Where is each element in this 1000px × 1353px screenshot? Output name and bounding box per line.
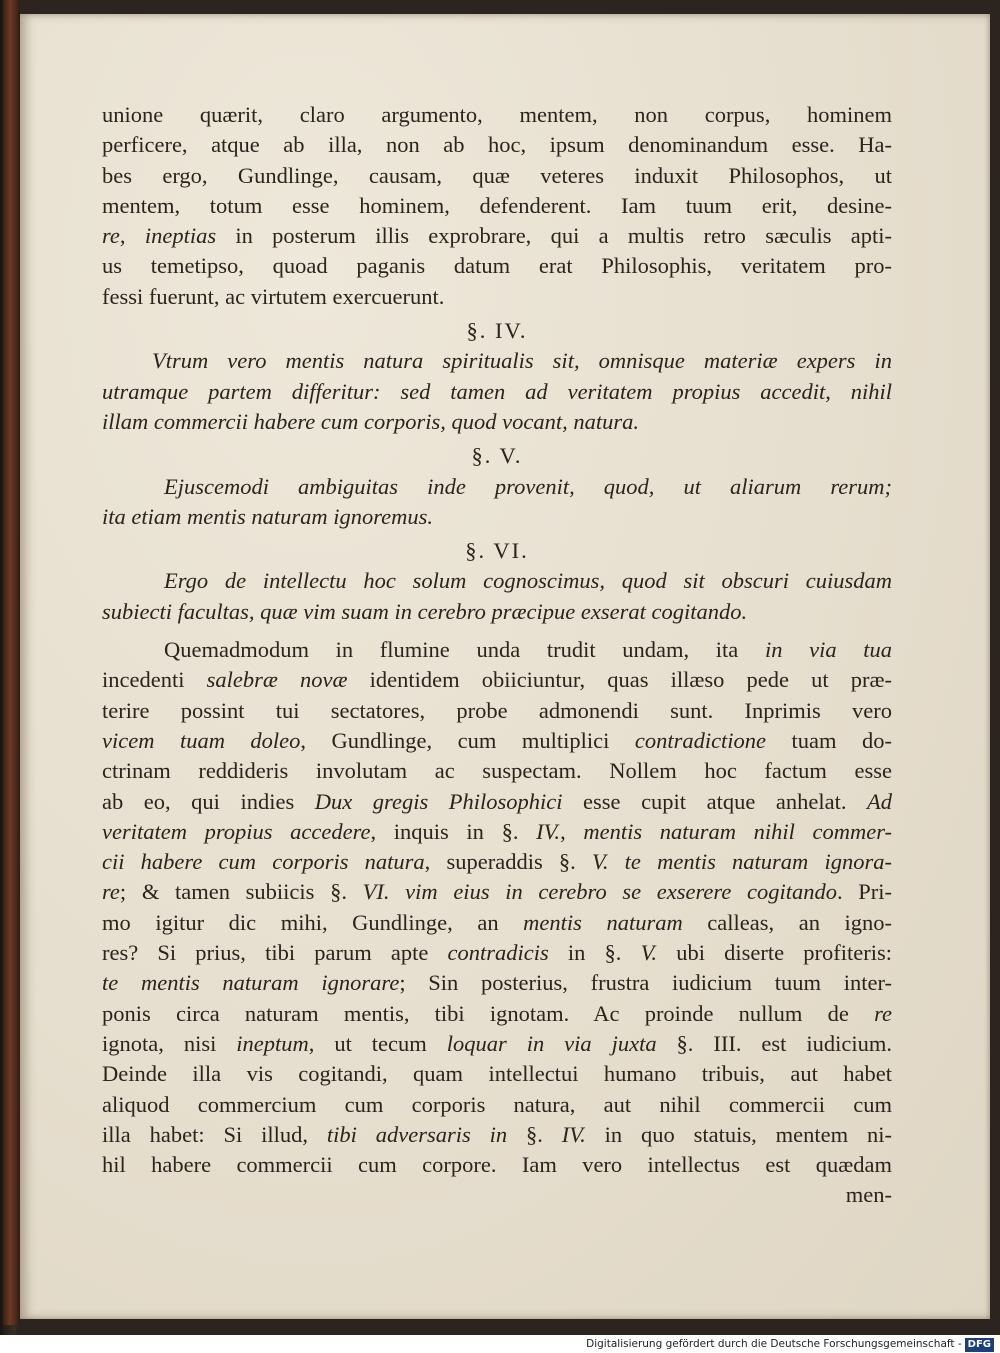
text-line: ignota, nisi ineptum, ut tecum loquar in via juxta §. III. est iudicium. — [102, 1030, 892, 1056]
text-line: cii habere cum corporis natura, superaddis §. V. te mentis naturam ignora- — [102, 849, 893, 875]
paragraph-2 — [102, 635, 892, 1180]
text-line: fessi fuerunt, ac virtutem exercuerunt. — [102, 283, 445, 309]
text-line: us temetipso, quoad paganis datum erat Philosophis, veritatem pro- — [102, 253, 892, 279]
text-line: ctrinam reddideris involutam ac suspectam. Nollem hoc factum esse — [102, 758, 892, 784]
text-line: veritatem propius accedere, inquis in §. IV., mentis naturam nihil commer- — [102, 818, 893, 844]
digitization-footer — [0, 1335, 1000, 1353]
text-line: re; & tamen subiicis §. VI. vim eius in cerebro se exserere cogitando. Pri- — [102, 879, 893, 905]
paragraph-1 — [102, 100, 892, 312]
dfg-logo: DFG — [965, 1338, 994, 1352]
text-line: Quemadmodum in flumine unda trudit undam, ita in via tua — [164, 637, 893, 663]
text-line: utramque partem differitur: sed tamen ad veritatem propius accedit, nihil — [102, 378, 892, 404]
text-line: illam commercii habere cum corporis, quod vocant, natura. — [102, 408, 640, 434]
text-line: illa habet: Si illud, tibi adversaris in §. IV. in quo statuis, mentem ni- — [102, 1121, 892, 1147]
text-line: Vtrum vero mentis natura spiritualis sit, omnisque materiæ expers in — [152, 348, 892, 374]
section-vi-text — [102, 566, 892, 627]
text-line: subiecti facultas, quæ vim suam in cerebro præcipue exserat cogitando. — [102, 598, 748, 624]
section-v-text — [102, 472, 892, 533]
text-line: ponis circa naturam mentis, tibi ignotam. Ac proinde nullum de re — [102, 1000, 892, 1026]
catchword: men- — [845, 1182, 892, 1208]
text-line: bes ergo, Gundlinge, causam, quæ veteres induxit Philosophos, ut — [102, 162, 892, 188]
text-line: hil habere commercii cum corpore. Iam vero intellectus est quædam — [102, 1152, 892, 1178]
text-line: re, ineptias in posterum illis exprobrare, qui a multis retro sæculis apti- — [102, 223, 893, 249]
text-line: Ergo de intellectu hoc solum cognoscimus, quod sit obscuri cuiusdam — [164, 568, 892, 594]
text-line: unione quærit, claro argumento, mentem, non corpus, hominem — [102, 102, 892, 127]
text-line: Ejuscemodi ambiguitas inde provenit, quod, ut aliarum rerum; — [164, 473, 892, 499]
section-iv-text — [102, 346, 892, 437]
section-v-heading: §. V. — [471, 443, 523, 469]
text-line: vicem tuam doleo, Gundlinge, cum multiplici contradictione tuam do- — [102, 727, 893, 753]
text-line: res? Si prius, tibi parum apte contradicis in §. V. ubi diserte profiteris: — [102, 940, 892, 966]
text-line: incedenti salebræ novæ identidem obiiciuntur, quas illæso pede ut præ- — [102, 667, 892, 693]
text-line: Deinde illa vis cogitandi, quam intellectui humano tribuis, aut habet — [102, 1061, 892, 1087]
footer-text: Digitalisierung gefördert durch die Deutsche Forschungsgemeinschaft - — [586, 1338, 962, 1350]
section-iv-heading: §. IV. — [466, 318, 528, 344]
text-line: ab eo, qui indies Dux gregis Philosophici esse cupit atque anhelat. Ad — [102, 788, 892, 814]
text-line: ita etiam mentis naturam ignoremus. — [102, 503, 434, 529]
section-vi-heading: §. VI. — [465, 538, 529, 564]
text-line: mentem, totum esse hominem, defenderent. Iam tuum erit, desine- — [102, 192, 892, 218]
text-line: perficere, atque ab illa, non ab hoc, ipsum denominandum esse. Ha- — [102, 132, 892, 158]
text-line: te mentis naturam ignorare; Sin posterius, frustra iudicium tuum inter- — [102, 970, 893, 996]
text-line: aliquod commercium cum corporis natura, aut nihil commercii cum — [102, 1091, 892, 1117]
book-spine-edge — [3, 0, 20, 1325]
text-line: terire possint tui sectatores, probe admonendi sunt. Inprimis vero — [102, 697, 892, 723]
text-line: mo igitur dic mihi, Gundlinge, an mentis naturam calleas, an igno- — [102, 909, 893, 935]
page-text — [102, 100, 892, 1210]
